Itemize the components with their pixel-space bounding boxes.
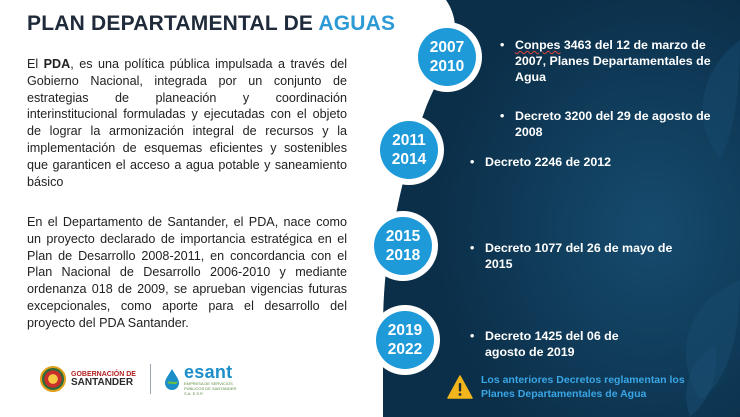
bullet-decreto-1425 (470, 328, 635, 360)
bullet-dot: • (500, 109, 505, 123)
year-end: 2022 (387, 341, 423, 358)
year-end: 2018 (385, 247, 421, 264)
intro-lead: El (27, 57, 44, 71)
bullet-text: Decreto 1425 del 06 de agosto de 2019 (485, 329, 619, 359)
bullet-conpes-3463 (500, 37, 725, 85)
bullet-text: Decreto 3200 del 29 de agosto de 2008 (515, 109, 711, 139)
bullet-decreto-2246 (470, 154, 705, 170)
bullet-text: Decreto 1077 del 26 de mayo de 2015 (485, 241, 673, 271)
timeline-circle-2019-2022 (370, 305, 440, 375)
logos-row (40, 362, 244, 396)
bullet-text: 3463 del 12 de marzo de 2007, Planes Departamentales de Agua (515, 38, 711, 84)
year-start: 2019 (387, 322, 423, 339)
year-start: 2015 (385, 228, 421, 245)
bullet-decreto-1077 (470, 240, 685, 272)
title-main: PLAN DEPARTAMENTAL DE (27, 12, 319, 35)
intro-bold-term: PDA (43, 57, 71, 71)
bullet-dot: • (470, 155, 475, 169)
timeline-circle-2011-2014 (374, 115, 444, 185)
santander-paragraph: En el Departamento de Santander, el PDA, nace como un proyecto declarado de importancia estratégica en el Plan de Desarrollo 2008-2011, en concordancia con el Plan Nacional de Desarrollo 2006-2010 y mediante ordenanza 018 de 2009, se aprueban vigencias futuras excepcionales, como aporte para el desarrollo del proyecto del PDA Santander. (27, 215, 347, 330)
esant-logo (184, 363, 244, 396)
bullet-dot: • (500, 38, 505, 52)
gobernacion-big-text: SANTANDER (71, 377, 134, 388)
bullet-text: Decreto 2246 de 2012 (485, 155, 612, 169)
gobernacion-small-text: GOBERNACIÓN DE (71, 371, 136, 378)
water-drop-icon (163, 368, 181, 390)
note-text: Los anteriores Decretos reglamentan los Planes Departamentales de Agua (481, 374, 685, 400)
title-accent: AGUAS (318, 12, 396, 35)
esant-name: esant (183, 361, 233, 382)
bullet-dot: • (470, 329, 475, 343)
warning-icon (447, 375, 473, 399)
intro-rest: , es una política pública impulsada a través del Gobierno Nacional, integrada por un conjunto de estrategias de planeación y coordinación interinstitucional formuladas y ejecutadas con el objeto de lograr la armonización integral de recursos y la implementación de esquemas eficientes y sostenibles que garanticen el acceso a agua potable y saneamiento básico (27, 57, 347, 189)
timeline-circle-2015-2018 (368, 211, 438, 281)
logo-divider (150, 364, 151, 394)
year-end: 2014 (391, 151, 427, 168)
esant-subtitle: EMPRESA DE SERVICIOS PÚBLICOS DE SANTANDER S.A. E.S.P. (183, 380, 237, 396)
year-start: 2011 (392, 132, 426, 149)
year-start: 2007 (429, 39, 465, 56)
gobernacion-logo-text (71, 371, 136, 387)
timeline-circle-2007-2010 (412, 22, 482, 92)
regulation-note (447, 373, 721, 401)
gobernacion-seal-icon (40, 366, 66, 392)
bullet-first-word: Conpes (515, 38, 561, 52)
year-end: 2010 (429, 58, 465, 75)
bullet-decreto-3200 (500, 108, 725, 140)
intro-paragraph (27, 56, 347, 190)
page-title (27, 12, 395, 36)
bullet-dot: • (470, 241, 475, 255)
